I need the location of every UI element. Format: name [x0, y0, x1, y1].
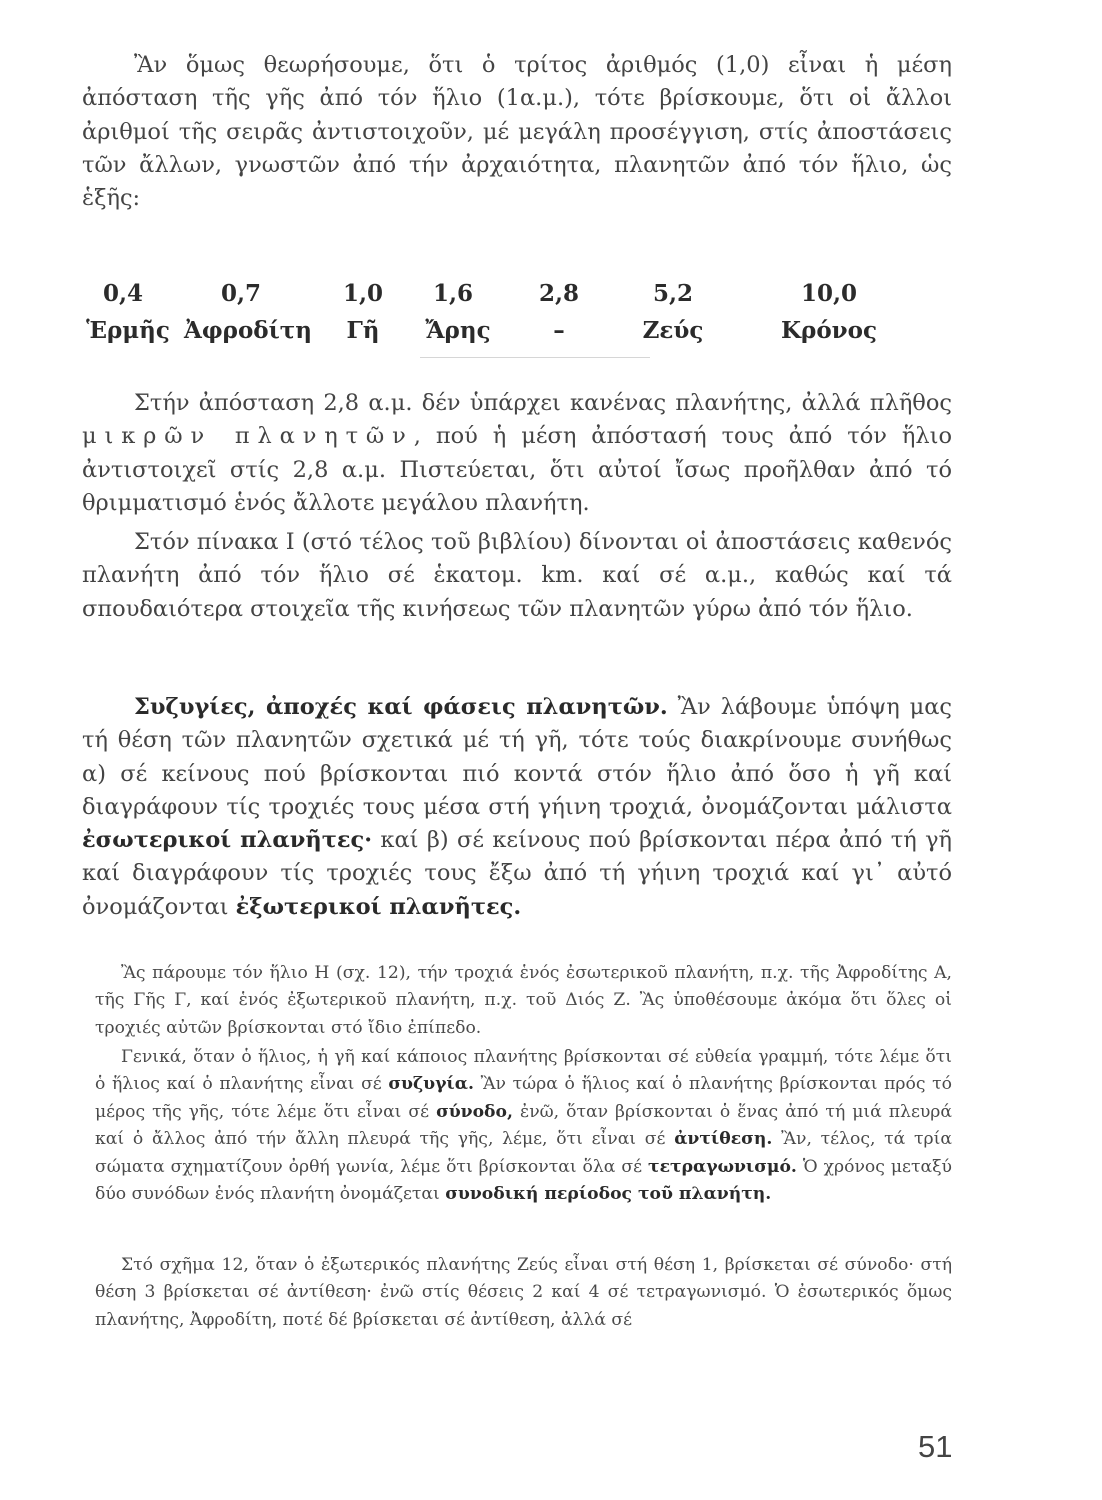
planet-name-venus: Ἀφροδίτη	[184, 317, 312, 344]
term-outer-planets: ἐξωτερικοί πλανῆτες.	[235, 893, 522, 920]
example-paragraph	[95, 960, 952, 1042]
asteroid-text-end: , πού ἡ μέση ἀπόστασή τους ἀπό τόν ἥλιο ἀντιστοιχεῖ στίς 2,8 α.μ. Πιστεύεται, ὅτι αὐτοί ἴσως προῆλθαν ἀπό τό θριμματισμό ἑνός ἄλλοτε μεγάλου πλανήτη.	[82, 423, 952, 516]
term-quadrature: τετραγωνισμό.	[648, 1156, 797, 1177]
definitions-text-4: Ἂν, τέλος, τά τρία σώματα σχηματίζουν ὀρθή γωνία, λέμε ὅτι βρίσκονται ὅλα σέ	[95, 1129, 953, 1177]
planet-distance-table	[86, 280, 888, 360]
asteroid-spaced-term: μικρῶν πλανητῶν	[82, 423, 414, 450]
intro-paragraph	[82, 49, 952, 215]
definitions-paragraph	[95, 1044, 952, 1208]
example-text: Ἂς πάρουμε τόν ἥλιο Η (σχ. 12), τήν τροχιά ἑνός ἐσωτερικοῦ πλανήτη, π.χ. τῆς Ἀφροδίτης Α, τῆς Γῆς Γ, καί ἑνός ἐξωτερικοῦ πλανήτη, π.χ. τοῦ Διός Ζ. Ἂς ὑποθέσουμε ἀκόμα ὅτι ὅλες οἱ τροχιές αὐτῶν βρίσκονται στό ἴδιο ἐπίπεδο.	[95, 963, 952, 1038]
definitions-text-1: Γενικά, ὅταν ὁ ἥλιος, ἡ γῆ καί κάποιος πλανήτης βρίσκονται σέ εὐθεία γραμμή, τότε λέμε ὅτι ὁ ἥλιος καί ὁ πλανήτης εἶναι σέ	[95, 1047, 952, 1095]
distance-value-gap: 2,8	[538, 280, 579, 307]
intro-text: Ἂν ὅμως θεωρήσουμε, ὅτι ὁ τρίτος ἀριθμός (1,0) εἶναι ἡ μέση ἀπόσταση τῆς γῆς ἀπό τόν ἥλιο (1α.μ.), τότε βρίσκουμε, ὅτι οἱ ἄλλοι ἀριθμοί τῆς σειρᾶς ἀντιστοιχοῦν, μέ μεγάλη προσέγγιση, στίς ἀποστάσεις τῶν ἄλλων, γνωστῶν ἀπό τήν ἀρχαιότητα, πλανητῶν ἀπό τόν ἥλιο, ὡς ἑξῆς:	[82, 52, 952, 212]
distance-value-venus: 0,7	[220, 280, 261, 307]
table-underline	[420, 357, 650, 358]
term-synodic-period: συνοδική περίοδος τοῦ πλανήτη.	[445, 1184, 772, 1205]
planet-name-mars: Ἄρης	[425, 317, 491, 344]
distance-value-mars: 1,6	[432, 280, 473, 307]
asteroid-text-start: Στήν ἀπόσταση 2,8 α.μ. δέν ὑπάρχει κανένας πλανήτης, ἀλλά πλῆθος	[134, 390, 952, 416]
planet-name-saturn: Κρόνος	[781, 317, 877, 344]
planet-name-earth: Γῆ	[346, 317, 380, 344]
table-reference-text: Στόν πίνακα Ι (στό τέλος τοῦ βιβλίου) δίνονται οἱ ἀποστάσεις καθενός πλανήτη ἀπό τόν ἥλιο σέ ἑκατομ. km. καί σέ α.μ., καθώς καί τά σπουδαιότερα στοιχεῖα τῆς κινήσεως τῶν πλανητῶν γύρω ἀπό τόν ἥλιο.	[82, 529, 952, 622]
figure-paragraph	[95, 1252, 952, 1334]
table-reference-paragraph	[82, 526, 952, 626]
figure-text: Στό σχῆμα 12, ὅταν ὁ ἐξωτερικός πλανήτης Ζεύς εἶναι στή θέση 1, βρίσκεται σέ σύνοδο· στή θέση 3 βρίσκεται σέ ἀντίθεση· ἐνῶ στίς θέσεις 2 καί 4 σέ τετραγωνισμό. Ὁ ἐσωτερικός ὅμως πλανήτης, Ἀφροδίτη, ποτέ δέ βρίσκεται σέ ἀντίθεση, ἀλλά σέ	[95, 1255, 952, 1330]
term-opposition: ἀντίθεση.	[674, 1129, 773, 1150]
page-number: 51	[918, 1429, 953, 1464]
conjunctions-text-2: καί β) σέ κείνους πού βρίσκονται πέρα ἀπό τή γῆ καί διαγράφουν τίς τροχιές τους ἔξω ἀπό τή γήινη τροχιά καί γι᾽ αὐτό ὀνομάζονται	[82, 827, 952, 920]
term-conjunction: σύνοδο,	[436, 1101, 513, 1122]
term-syzygy: συζυγία.	[388, 1074, 474, 1095]
distance-value-saturn: 10,0	[800, 280, 858, 307]
definitions-text-2: Ἂν τώρα ὁ ἥλιος καί ὁ πλανήτης βρίσκονται πρός τό μέρος τῆς γῆς, τότε λέμε ὅτι εἶναι σέ	[95, 1074, 952, 1122]
asteroid-paragraph	[82, 387, 952, 520]
distance-value-mercury: 0,4	[102, 280, 143, 307]
planet-name-mercury: Ἑρμῆς	[86, 317, 170, 344]
distance-value-earth: 1,0	[342, 280, 383, 307]
conjunctions-text-1: Ἂν λάβουμε ὑπόψη μας τή θέση τῶν πλανητῶν σχετικά μέ τή γῆ, τότε τούς διακρίνουμε συνήθως α) σέ κείνους πού βρίσκονται πιό κοντά στόν ἥλιο ἀπό ὅσο ἡ γῆ καί διαγράφουν τίς τροχιές τους μέσα στή γήινη τροχιά, ὀνομάζονται μάλιστα	[82, 694, 952, 820]
distance-value-jupiter: 5,2	[652, 280, 693, 307]
planet-name-gap: –	[553, 317, 565, 344]
planet-name-jupiter: Ζεύς	[642, 317, 704, 344]
definitions-text-3: ἐνῶ, ὅταν βρίσκονται ὁ ἕνας ἀπό τή μιά πλευρά καί ὁ ἄλλος ἀπό τήν ἄλλη πλευρά τῆς γῆς, λέμε, ὅτι εἶναι σέ	[95, 1101, 953, 1150]
section-heading: Συζυγίες, ἀποχές καί φάσεις πλανητῶν.	[134, 694, 668, 720]
term-inner-planets: ἐσωτερικοί πλανῆτες·	[82, 827, 373, 854]
definitions-text-5: Ὁ χρόνος μεταξύ δύο συνόδων ἑνός πλανήτη ὀνομάζεται	[95, 1156, 952, 1205]
conjunctions-paragraph	[82, 691, 952, 924]
